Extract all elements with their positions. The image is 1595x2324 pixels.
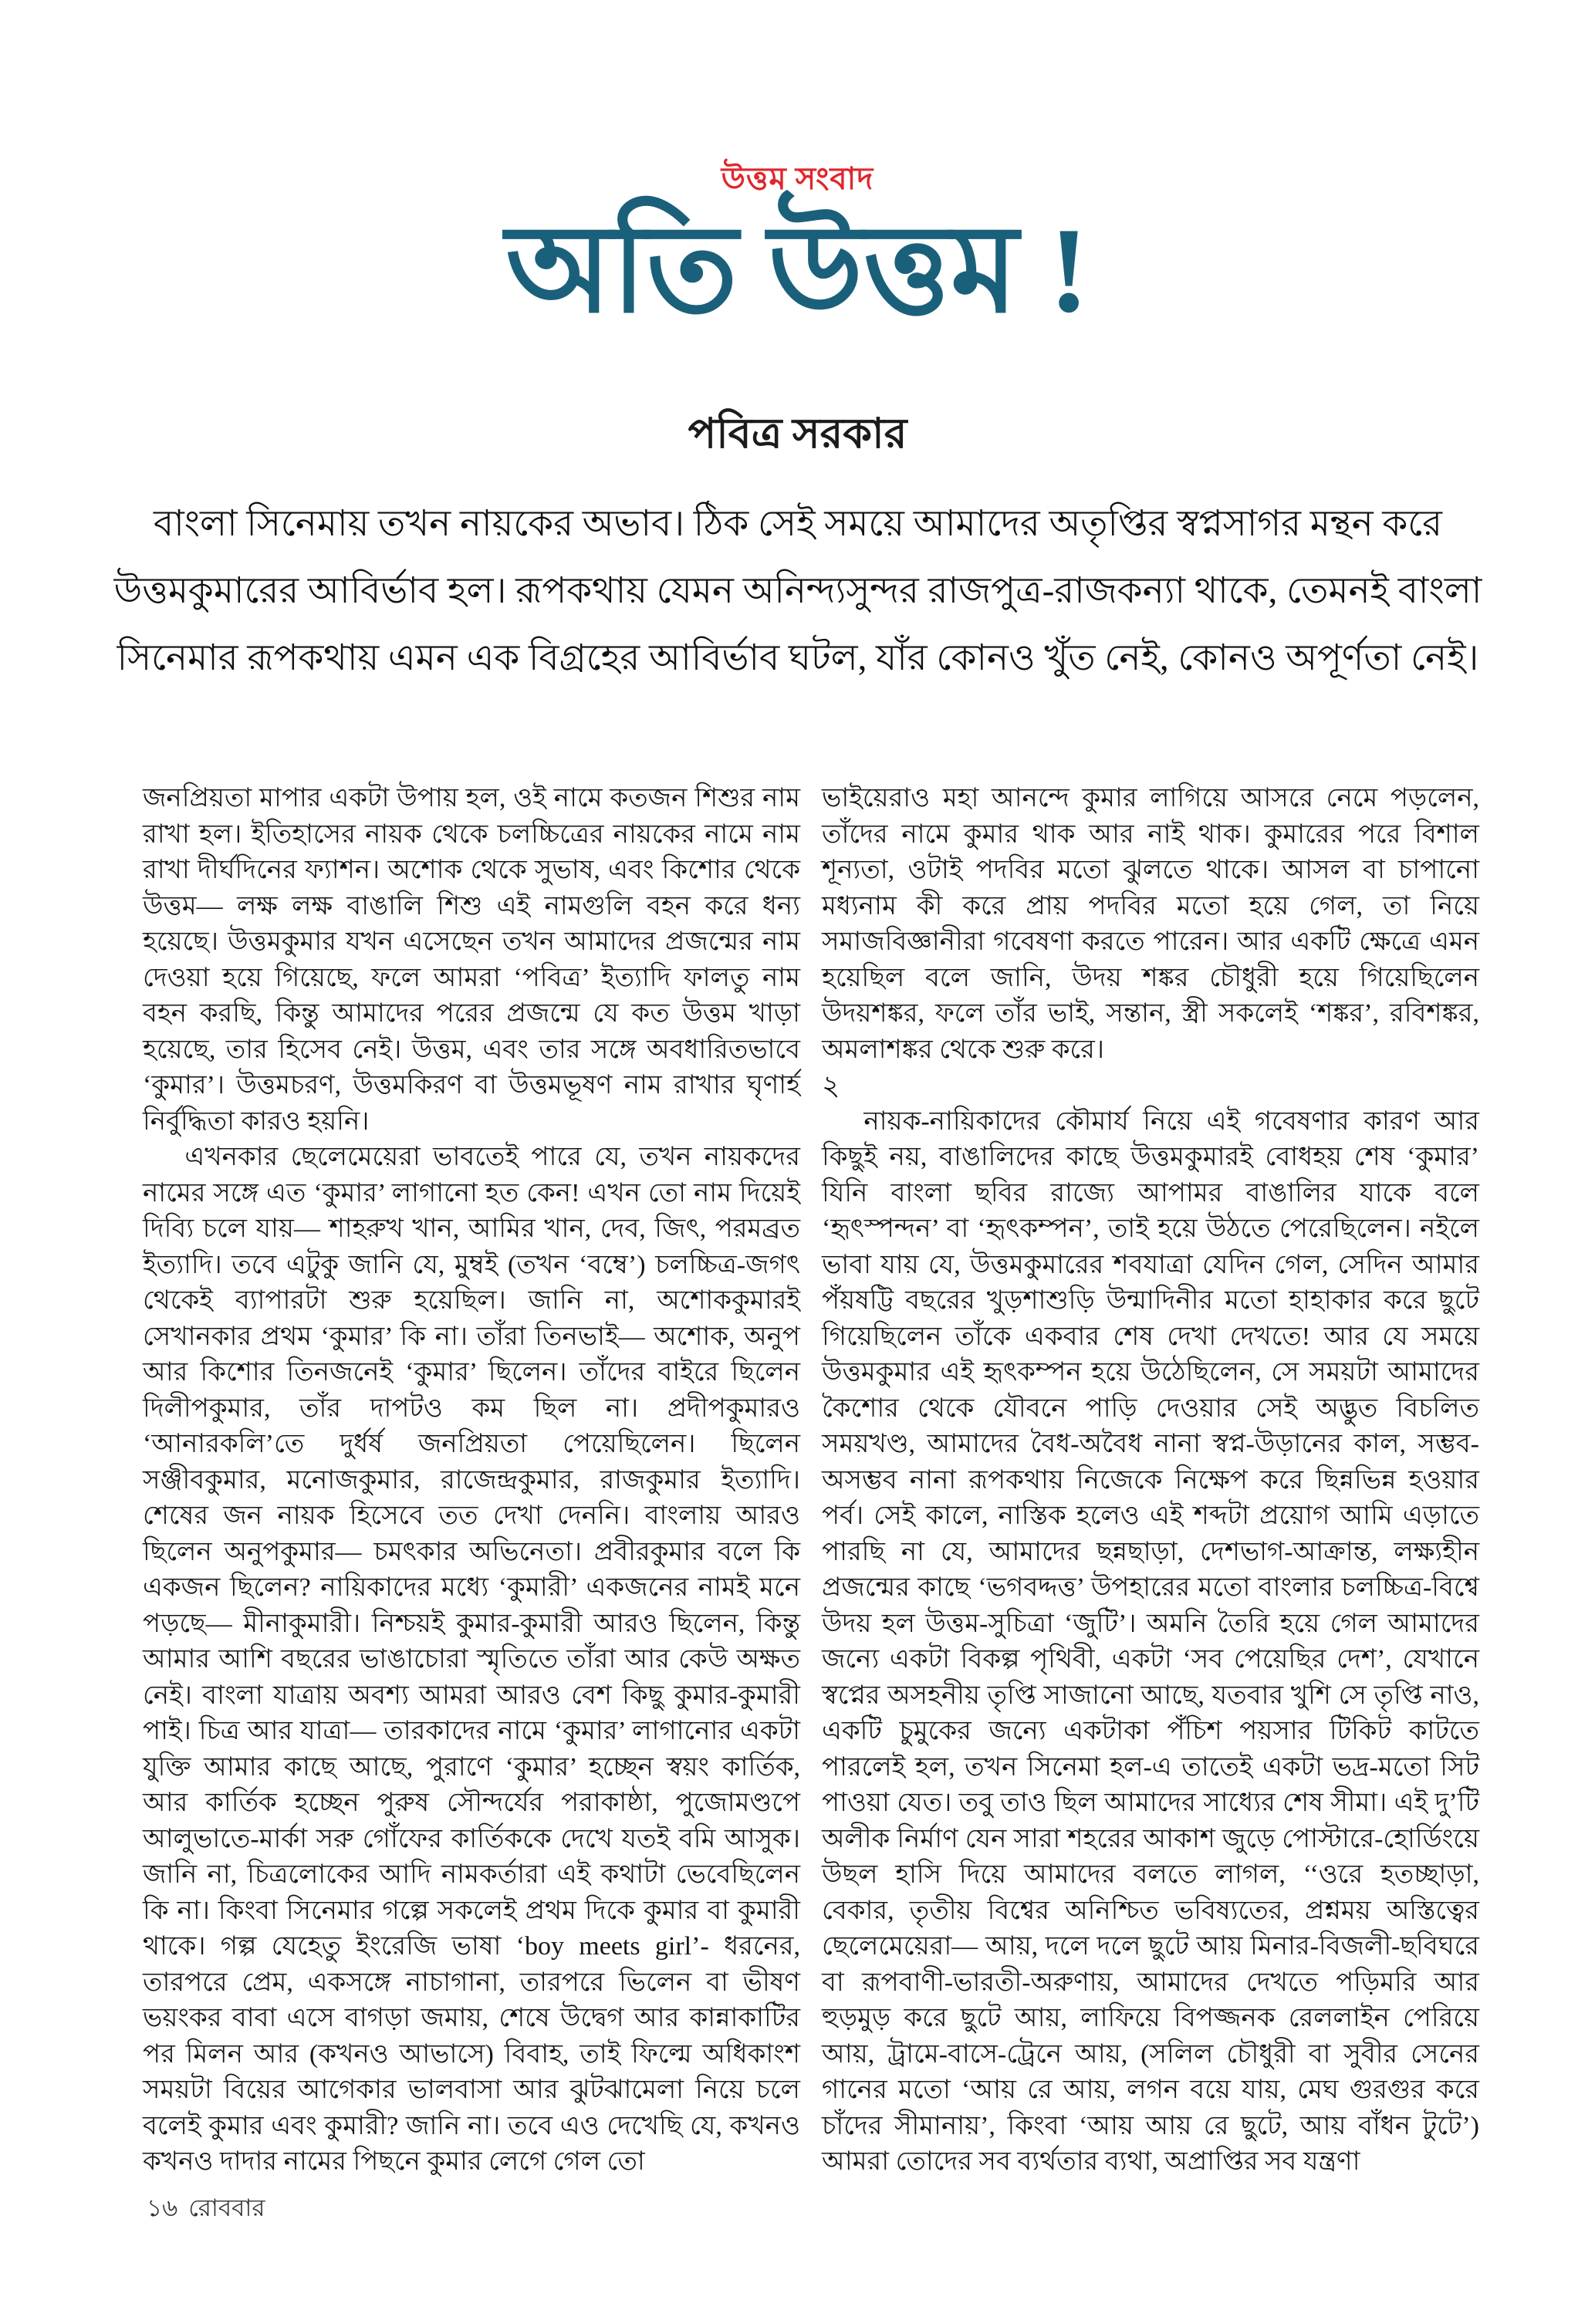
lead-paragraph: বাংলা সিনেমায় তখন নায়কের অভাব। ঠিক সেই সময়ে আমাদের অতৃপ্তির স্বপ্নসাগর মন্থন করে উত্তমকুমারের আবির্ভাব হল। রূপকথায় যেমন অনিন্দ্যসুন্দর রাজপুত্র-রাজকন্যা থাকে, তেমনই বাংলা সিনেমার রূপকথায় এমন এক বিগ্রহের আবির্ভাব ঘটল, যাঁর কোনও খুঁত নেই, কোনও অপূর্ণতা নেই। xyxy=(113,504,1482,678)
right-column-paragraph-2: নায়ক-নায়িকাদের কৌমার্য নিয়ে এই গবেষণার কারণ আর কিছুই নয়, বাঙালিদের কাছে উত্তমকুমারই বোধহয় শেষ ‘কুমার’ যিনি বাংলা ছবির রাজ্যে আপামর বাঙালির যাকে বলে ‘হৃৎস্পন্দন’ বা ‘হৃৎকম্পন’, তাই হয়ে উঠতে পেরেছিলেন। নইলে ভাবা যায় যে, উত্তমকুমারের শবযাত্রা যেদিন গেল, সেদিন আমার পঁয়ষট্টি বছরের খুড়শাশুড়ি উন্মাদিনীর মতো হাহাকার করে ছুটে গিয়েছিলেন তাঁকে একবার শেষ দেখা দেখতে! আর যে সময়ে উত্তমকুমার এই হৃৎকম্পন হয়ে উঠেছিলেন, সে সময়টা আমাদের কৈশোর থেকে যৌবনে পাড়ি দেওয়ার সেই অদ্ভুত বিচলিত সময়খণ্ড, আমাদের বৈধ-অবৈধ নানা স্বপ্ন-উড়ানের কাল, সম্ভব-অসম্ভব নানা রূপকথায় নিজেকে নিক্ষেপ করে ছিন্নভিন্ন হওয়ার পর্ব। সেই কালে, নাস্তিক হলেও এই শব্দটা প্রয়োগ আমি এড়াতে পারছি না যে, আমাদের ছন্নছাড়া, দেশভাগ-আক্রান্ত, লক্ষ্যহীন প্রজন্মের কাছে ‘ভগবদ্দত্ত’ উপহারের মতো বাংলার চলচ্চিত্র-বিশ্বে উদয় হল উত্তম-সুচিত্রা ‘জুটি’। অমনি তৈরি হয়ে গেল আমাদের জন্যে একটা বিকল্প পৃথিবী, একটা ‘সব পেয়েছির দেশ’, যেখানে স্বপ্নের অসহনীয় তৃপ্তি সাজানো আছে, যতবার খুশি সে তৃপ্তি নাও, একটি চুমুকের জন্যে একটাকা পঁচিশ পয়সার টিকিট কাটতে পারলেই হল, তখন সিনেমা হল-এ তাতেই একটা ভদ্র-মতো সিট পাওয়া যেত। তবু তাও ছিল আমাদের সাধ্যের শেষ সীমা। এই দু’টি অলীক নির্মাণ যেন সারা শহরের আকাশ জুড়ে পোস্টারে-হোর্ডিংয়ে উছল হাসি দিয়ে আমাদের বলতে লাগল, ‘‘ওরে হতচ্ছাড়া, বেকার, তৃতীয় বিশ্বের অনিশ্চিত ভবিষ্যতের, প্রশ্নময় অস্তিত্বের ছেলেমেয়েরা— আয়, দলে দলে ছুটে আয় মিনার-বিজলী-ছবিঘরে বা রূপবাণী-ভারতী-অরুণায়, আমাদের দেখতে পড়িমরি আর হুড়মুড় করে ছুটে আয়, লাফিয়ে বিপজ্জনক রেললাইন পেরিয়ে আয়, ট্রামে-বাসে-ট্রেনে আয়, (সলিল চৌধুরী বা সুবীর সেনের গানের মতো ‘আয় রে আয়, লগন বয়ে যায়, মেঘ গুরগুর করে চাঁদের সীমানায়’, কিংবা ‘আয় আয় রে ছুটে, আয় বাঁধন টুটে’) আমরা তোদের সব ব্যর্থতার ব্যথা, অপ্রাপ্তির সব যন্ত্রণা xyxy=(822,1106,1479,2176)
publication-name: রোববার xyxy=(188,2194,265,2221)
page-footer xyxy=(147,2190,275,2230)
body-columns xyxy=(143,781,1479,2180)
page-number: ১৬ xyxy=(147,2194,178,2221)
left-column xyxy=(143,781,800,2180)
section-kicker: উত্তম সংবাদ xyxy=(721,161,874,196)
right-column xyxy=(822,781,1479,2180)
left-column-paragraph-2: এখনকার ছেলেমেয়েরা ভাবতেই পারে যে, তখন নায়কদের নামের সঙ্গে এত ‘কুমার’ লাগানো হত কেন! এখন তো নাম দিয়েই দিব্যি চলে যায়— শাহরুখ খান, আমির খান, দেব, জিৎ, পরমব্রত ইত্যাদি। তবে এটুকু জানি যে, মুম্বই (তখন ‘বম্বে’) চলচ্চিত্র-জগৎ থেকেই ব্যাপারটা শুরু হয়েছিল। জানি না, অশোককুমারই সেখানকার প্রথম ‘কুমার’ কি না। তাঁরা তিনভাই— অশোক, অনুপ আর কিশোর তিনজনেই ‘কুমার’ ছিলেন। তাঁদের বাইরে ছিলেন দিলীপকুমার, তাঁর দাপটও কম ছিল না। প্রদীপকুমারও ‘আনারকলি’তে দুর্ধর্ষ জনপ্রিয়তা পেয়েছিলেন। ছিলেন সঞ্জীবকুমার, মনোজকুমার, রাজেন্দ্রকুমার, রাজকুমার ইত্যাদি। শেষের জন নায়ক হিসেবে তত দেখা দেননি। বাংলায় আরও ছিলেন অনুপকুমার— চমৎকার অভিনেতা। প্রবীরকুমার বলে কি একজন ছিলেন? নায়িকাদের মধ্যে ‘কুমারী’ একজনের নামই মনে পড়ছে— মীনাকুমারী। নিশ্চয়ই কুমার-কুমারী আরও ছিলেন, কিন্তু আমার আশি বছরের ভাঙাচোরা স্মৃতিতে তাঁরা আর কেউ অক্ষত নেই। বাংলা যাত্রায় অবশ্য আমরা আরও বেশ কিছু কুমার-কুমারী পাই। চিত্র আর যাত্রা— তারকাদের নামে ‘কুমার’ লাগানোর একটা যুক্তি আমার কাছে আছে, পুরাণে ‘কুমার’ হচ্ছেন স্বয়ং কার্তিক, আর কার্তিক হচ্ছেন পুরুষ সৌন্দর্যের পরাকাষ্ঠা, পুজোমণ্ডপে আলুভাতে-মার্কা সরু গোঁফের কার্তিককে দেখে যতই বমি আসুক। জানি না, চিত্রলোকের আদি নামকর্তারা এই কথাটা ভেবেছিলেন কি না। কিংবা সিনেমার গল্পে সকলেই প্রথম দিকে কুমার বা কুমারী থাকে। গল্প যেহেতু ইংরেজি ভাষা ‘boy meets girl’- ধরনের, তারপরে প্রেম, একসঙ্গে নাচাগানা, তারপরে ভিলেন বা ভীষণ ভয়ংকর বাবা এসে বাগড়া জমায়, শেষে উদ্বেগ আর কান্নাকাটির পর মিলন আর (কখনও আভাসে) বিবাহ, তাই ফিল্মে অধিকাংশ সময়টা বিয়ের আগেকার ভালবাসা আর ঝুটঝামেলা নিয়ে চলে বলেই কুমার এবং কুমারী? জানি না। তবে এও দেখেছি যে, কখনও কখনও দাদার নামের পিছনে কুমার লেগে গেল তো xyxy=(143,1143,800,2176)
right-column-paragraph-1: ভাইয়েরাও মহা আনন্দে কুমার লাগিয়ে আসরে নেমে পড়লেন, তাঁদের নামে কুমার থাক আর নাই থাক। কুমারের পরে বিশাল শূন্যতা, ওটাই পদবির মতো ঝুলতে থাকে। আসল বা চাপানো মধ্যনাম কী করে প্রায় পদবির মতো হয়ে গেল, তা নিয়ে সমাজবিজ্ঞানীরা গবেষণা করতে পারেন। আর একটি ক্ষেত্রে এমন হয়েছিল বলে জানি, উদয় শঙ্কর চৌধুরী হয়ে গিয়েছিলেন উদয়শঙ্কর, ফলে তাঁর ভাই, সন্তান, স্ত্রী সকলেই ‘শঙ্কর’, রবিশঙ্কর, অমলাশঙ্কর থেকে শুরু করে। xyxy=(822,784,1479,1064)
left-column-paragraph-1: জনপ্রিয়তা মাপার একটা উপায় হল, ওই নামে কতজন শিশুর নাম রাখা হল। ইতিহাসের নায়ক থেকে চলচ্চিত্রের নায়কের নামে নাম রাখা দীর্ঘদিনের ফ্যাশন। অশোক থেকে সুভাষ, এবং কিশোর থেকে উত্তম— লক্ষ লক্ষ বাঙালি শিশু এই নামগুলি বহন করে ধন্য হয়েছে। উত্তমকুমার যখন এসেছেন তখন আমাদের প্রজন্মের নাম দেওয়া হয়ে গিয়েছে, ফলে আমরা ‘পবিত্র’ ইত্যাদি ফালতু নাম বহন করছি, কিন্তু আমাদের পরের প্রজন্মে যে কত উত্তম খাড়া হয়েছে, তার হিসেব নেই। উত্তম, এবং তার সঙ্গে অবধারিতভাবে ‘কুমার’। উত্তমচরণ, উত্তমকিরণ বা উত্তমভূষণ নাম রাখার ঘৃণার্হ নির্বুদ্ধিতা কারও হয়নি। xyxy=(143,784,800,1136)
article-title: অতি উত্তম ! xyxy=(505,203,1090,338)
author-byline: পবিত্র সরকার xyxy=(688,410,907,457)
section-number: ২ xyxy=(822,1070,840,1101)
